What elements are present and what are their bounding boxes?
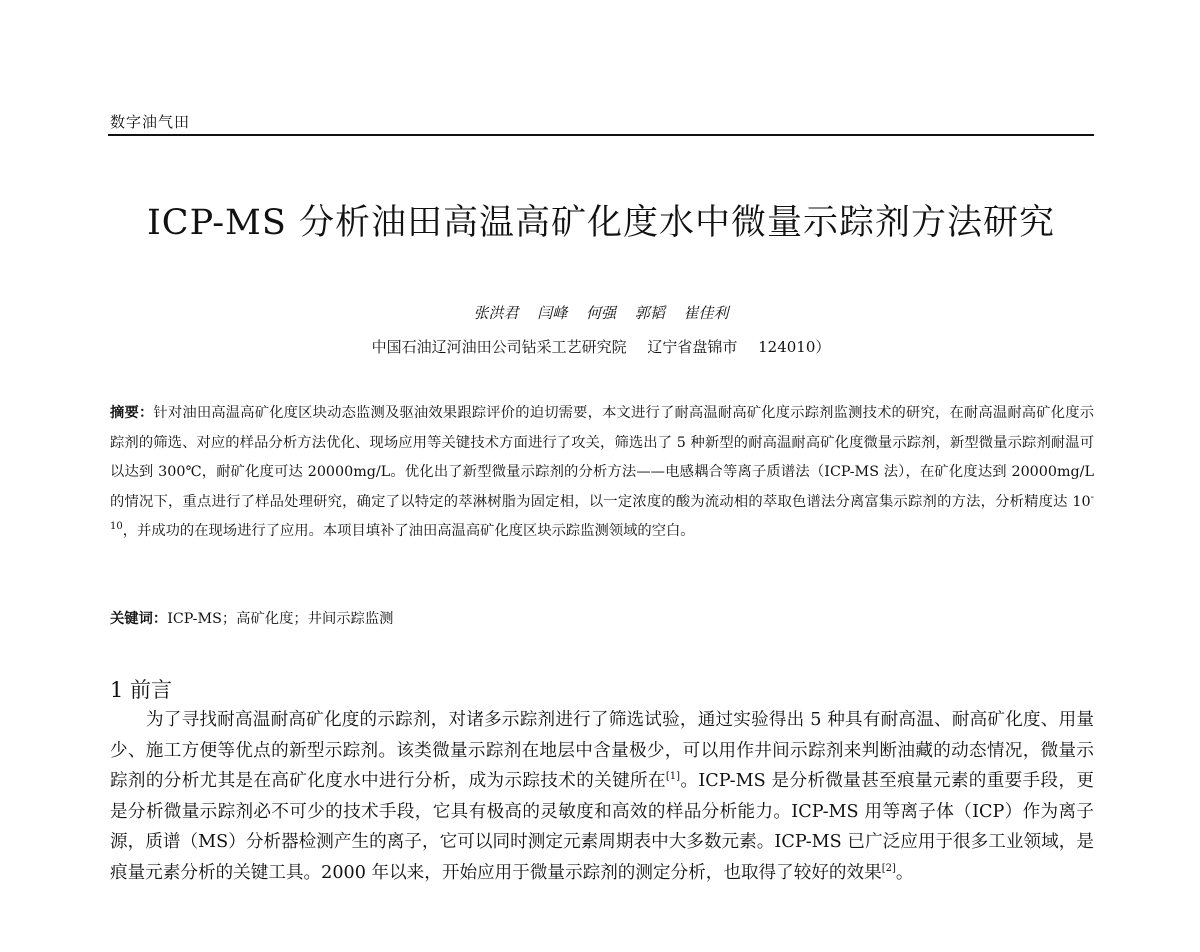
keywords bbox=[110, 608, 1094, 628]
paper-title: ICP-MS 分析油田高温高矿化度水中微量示踪剂方法研究 bbox=[146, 203, 1055, 244]
intro-text-3: 。 bbox=[895, 862, 914, 883]
keywords-text: ICP-MS；高矿化度；井间示踪监测 bbox=[167, 611, 394, 627]
affiliation: 中国石油辽河油田公司钻采工艺研究院 辽宁省盘锦市 124010） bbox=[371, 338, 831, 356]
section-heading: 1 前言 bbox=[110, 678, 173, 702]
abstract-label: 摘要： bbox=[110, 405, 154, 421]
intro-text-1: 为了寻找耐高温耐高矿化度的示踪剂，对诸多示踪剂进行了筛选试验，通过实验得出 5 种具有耐高温、耐高矿化度、用量少、施工方便等优点的新型示踪剂。该类微量示踪剂在地层中含量极少，可以用作井间示踪剂来判断油藏的动态情况，微量示踪剂的分析尤其是在高矿化度水中进行分析，成为示踪技术的关键所在 bbox=[110, 710, 1094, 791]
citation-1[interactable]: [1] bbox=[665, 771, 681, 783]
citation-2[interactable]: [2] bbox=[881, 862, 896, 874]
header-rule bbox=[108, 134, 1094, 136]
abstract-exponent: -10 bbox=[110, 491, 1094, 533]
intro-text-2: 。ICP-MS 是分析微量甚至痕量元素的重要手段，更是分析微量示踪剂必不可少的技术手段，它具有极高的灵敏度和高效的样品分析能力。ICP-MS 用等离子体（ICP）作为离子源，质谱（MS）分析器检测产生的离子，它可以同时测定元素周期表中大多数元素。ICP-MS 已广泛应用于很多工业领域，是痕量元素分析的关键工具。2000 年以来，开始应用于微量示踪剂的测定分析，也取得了较好的效果 bbox=[110, 771, 1094, 883]
author-list: 张洪君 闫峰 何强 郭韬 崔佳利 bbox=[473, 304, 729, 322]
abstract bbox=[110, 399, 1094, 547]
abstract-text-end: ，并成功的在现场进行了应用。本项目填补了油田高温高矿化度区块示踪监测领域的空白。 bbox=[122, 523, 695, 539]
abstract-text: 针对油田高温高矿化度区块动态监测及驱油效果跟踪评价的迫切需要，本文进行了耐高温耐高矿化度示踪剂监测技术的研究，在耐高温耐高矿化度示踪剂的筛选、对应的样品分析方法优化、现场应用等关键技术方面进行了攻关，筛选出了 5 种新型的耐高温耐高矿化度微量示踪剂，新型微量示踪剂耐温可以达到 300℃，耐矿化度可达 20000mg/L。优化出了新型微量示踪剂的分析方法——电感耦合等离子质谱法（ICP-MS 法），在矿化度达到 20000mg/L 的情况下，重点进行了样品处理研究，确定了以特定的萃淋树脂为固定相，以一定浓度的酸为流动相的萃取色谱法分离富集示踪剂的方法，分析精度达 10 bbox=[110, 405, 1094, 510]
running-head: 数字油气田 bbox=[110, 113, 191, 131]
keywords-label: 关键词： bbox=[110, 611, 168, 627]
intro-paragraph bbox=[110, 705, 1094, 888]
